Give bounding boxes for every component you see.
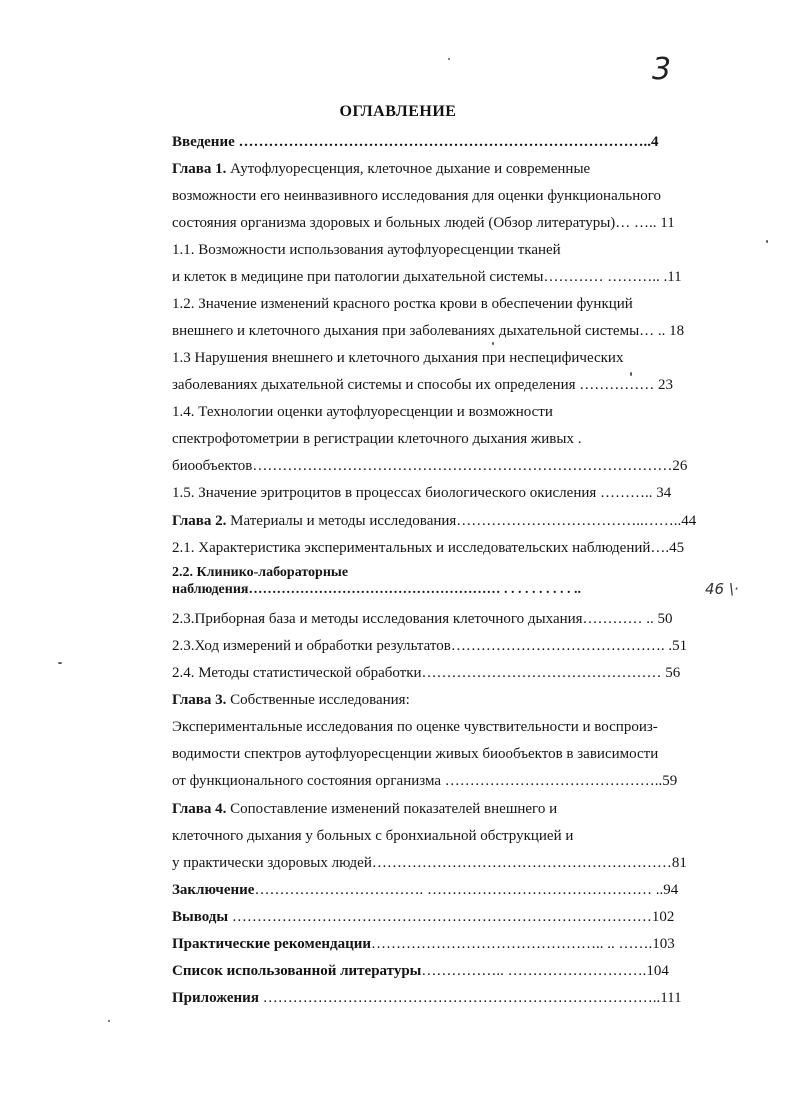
toc-entry-chapter-2[interactable] (172, 511, 696, 531)
toc-line-text: 2.1. Характеристика экспериментальных и исследовательских наблюдений….45 (172, 540, 685, 556)
toc-line-text: Введение ………………………………………………………………………..4 (172, 134, 659, 150)
scan-speck (108, 1020, 110, 1022)
toc-entry-conclusion[interactable] (172, 880, 678, 900)
toc-line-text: 1.2. Значение изменений красного ростка крови в обеспечении функций (172, 296, 633, 312)
toc-line-text: Глава 3. Собственные исследования: (172, 692, 410, 708)
toc-entry-intro[interactable] (172, 132, 659, 152)
page-title: ОГЛАВЛЕНИЕ (339, 103, 457, 120)
toc-line (172, 429, 581, 449)
toc-line-text: наблюдения……………………………………………… . . . . . . . . . . .. (172, 582, 581, 597)
toc-entry-2-2[interactable] (172, 564, 348, 582)
scan-speck (766, 240, 768, 243)
toc-line-text: Приложения ……………………………………………………………………..111 (172, 990, 682, 1006)
toc-line-text: Практические рекомендации……………………………………….. .. …….103 (172, 936, 675, 952)
toc-line (172, 321, 684, 341)
toc-line (172, 826, 573, 846)
toc-line-text: возможности его неинвазивного исследования для оценки функционального (172, 188, 662, 204)
toc-line (172, 375, 673, 395)
toc-line (172, 744, 658, 764)
toc-line (172, 267, 682, 287)
toc-line-text: 2.3.Ход измерений и обработки результатов……………………………………. .51 (172, 638, 688, 654)
toc-line-text: 1.4. Технологии оценки аутофлуоресценции и возможности (172, 404, 553, 420)
toc-entry-2-3[interactable] (172, 609, 673, 629)
handwritten-margin-note: 46 \· (705, 580, 739, 598)
toc-entry-findings[interactable] (172, 907, 674, 927)
toc-line-text: Глава 1. Аутофлуоресценция, клеточное дыхание и современные (172, 161, 591, 177)
scan-speck (58, 662, 62, 664)
toc-entry-1-5[interactable] (172, 483, 671, 503)
scan-speck (492, 342, 494, 345)
toc-line (172, 213, 675, 233)
toc-entry-chapter-4[interactable] (172, 799, 557, 819)
toc-line-text: 1.1. Возможности использования аутофлуоресценции тканей (172, 242, 561, 258)
toc-entry-chapter-3[interactable] (172, 690, 410, 710)
scan-speck (448, 58, 450, 60)
toc-line-text: Заключение……………………………. ……………………………………… ..94 (172, 882, 679, 898)
toc-line (172, 853, 687, 873)
toc-line (172, 771, 677, 791)
toc-line-text: Экспериментальные исследования по оценке чувствительности и воспроиз- (172, 719, 658, 735)
scan-speck (630, 372, 632, 376)
toc-entry-1-1[interactable] (172, 240, 561, 260)
toc-entry-2-4[interactable] (172, 663, 680, 683)
toc-entry-recommendations[interactable] (172, 934, 675, 954)
toc-line-text: 2.2. Клинико-лабораторные (172, 565, 349, 580)
toc-entry-references[interactable] (172, 961, 669, 981)
toc-entry-2-3b[interactable] (172, 636, 687, 656)
toc-line-text: 1.3 Нарушения внешнего и клеточного дыхания при неспецифических (172, 350, 624, 366)
toc-line-text: водимости спектров аутофлуоресценции живых биообъектов в зависимости (172, 746, 659, 762)
toc-line-text: клеточного дыхания у больных с бронхиальной обструкцией и (172, 828, 574, 844)
toc-entry-1-2[interactable] (172, 294, 633, 314)
toc-line-text: спектрофотометрии в регистрации клеточного дыхания живых . (172, 431, 582, 447)
toc-line-text: 2.3.Приборная база и методы исследования клеточного дыхания………… .. 50 (172, 611, 673, 627)
toc-line (172, 456, 687, 476)
toc-line-text: у практически здоровых людей……………………………………………………81 (172, 855, 687, 871)
page-number: 3 (652, 52, 672, 87)
toc-line-text: и клеток в медицине при патологии дыхательной системы………… ……….. .11 (172, 269, 682, 285)
toc-line (172, 581, 581, 599)
toc-line (172, 186, 661, 206)
toc-line-text: 2.4. Методы статистической обработки………………………………………… 56 (172, 665, 681, 681)
toc-line-text: от функционального состояния организма ……………………………………..59 (172, 773, 678, 789)
toc-entry-chapter-1[interactable] (172, 159, 590, 179)
toc-entry-2-1[interactable] (172, 538, 684, 558)
toc-line-text: биообъектов…………………………………………………………………………26 (172, 458, 688, 474)
toc-line-text: заболеваниях дыхательной системы и способы их определения …………… 23 (172, 377, 674, 393)
toc-line-text: Список использованной литературы…………….. ……………………….104 (172, 963, 669, 979)
toc-line-text: внешнего и клеточного дыхания при заболеваниях дыхательной системы… .. 18 (172, 323, 685, 339)
toc-entry-1-4[interactable] (172, 402, 553, 422)
toc-line-text: 1.5. Значение эритроцитов в процессах биологического окисления ……….. 34 (172, 485, 672, 501)
toc-line (172, 717, 658, 737)
toc-entry-appendices[interactable] (172, 988, 682, 1008)
toc-line-text: состояния организма здоровых и больных людей (Обзор литературы)… ….. 11 (172, 215, 675, 231)
toc-line-text: Глава 2. Материалы и методы исследования………………………………..……..44 (172, 513, 697, 529)
toc-line-text: Выводы …………………………………………………………………………102 (172, 909, 675, 925)
toc-line-text: Глава 4. Сопоставление изменений показателей внешнего и (172, 801, 558, 817)
toc-entry-1-3[interactable] (172, 348, 623, 368)
